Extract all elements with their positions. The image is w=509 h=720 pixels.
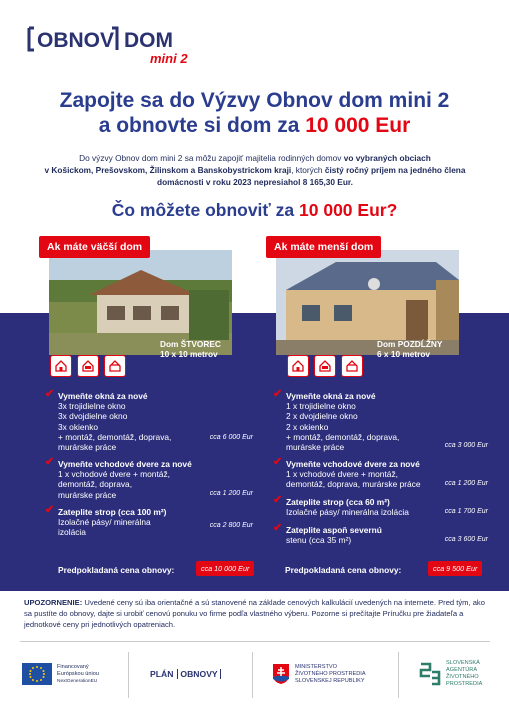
item-title: Vymeňte vchodové dvere za nové [58,459,192,469]
sazp-logo [418,650,498,698]
item-line: + montáž, demontáž, doprava, [286,431,400,442]
headline-line1: Zapojte sa do Výzvy Obnov dom mini 2 [59,89,450,112]
intro-bold-4: domácnosti v roku 2023 nepresiahol 8 165,30 Eur. [157,177,353,187]
ministry-text-line: SLOVENSKEJ REPUBLIKY [295,677,365,684]
item-price: cca 3 600 Eur [444,536,488,543]
disclaimer-text: Uvedené ceny sú iba orientačné a sú stanovené na základe cenových kalkulácií uvedených na internete. Pred tým, ako sa pustíte do obnovy, dajte si urobiť cenovú ponuku vo firme podľa vlastného výberu. Pozorne si prečítajte Príručku pre žiadateľa a jednotkové ceny pri jednotlivých opatreniach. [24,598,485,630]
item-line: stenu (cca 35 m²) [286,535,352,546]
checkmark-icon: ✔ [45,504,55,516]
item-line: Izolačné pásy/ minerálna [58,517,151,528]
ministry-text-line: MINISTERSTVO [295,663,337,670]
footer-separator [128,652,129,698]
subheading [0,200,509,221]
large-house-name: Dom ŠTVOREC [160,339,221,349]
small-house-caption [377,339,442,359]
item-line: 3x dvojdielne okno [58,411,128,422]
large-house-total-value: cca 10 000 Eur [196,561,254,576]
small-house-icons [287,355,363,377]
item-title: Vymeňte vchodové dvere za nové [286,459,420,469]
item-line: izolácia [58,527,86,538]
small-house-name: Dom POZDĹŽNY [377,339,443,349]
eu-flag-icon [22,663,52,685]
large-house-caption [160,339,221,359]
checkmark-icon: ✔ [273,456,283,468]
item-title: Zateplite strop (cca 100 m²) [58,507,167,517]
item-title: Vymeňte okná za nové [58,391,148,401]
house-icon [77,355,99,377]
item-line: 1 x vchodové dvere + montáž, [58,469,170,480]
item-price: cca 1 200 Eur [209,490,253,497]
house-icon [50,355,72,377]
house-icon [314,355,336,377]
eu-text-line: Financovaný [57,663,89,670]
item-line: demontáž, doprava, [58,479,133,490]
headline-line2-text: a obnovte si dom za [98,114,306,137]
plan-obnovy-logo [150,650,240,698]
house-icon [287,355,309,377]
item-line: 3x trojidielne okno [58,401,126,412]
large-house-size: 10 x 10 metrov [160,349,218,359]
sazp-icon [418,661,442,687]
item-line: murárske práce [58,442,117,453]
slovak-coat-of-arms-icon [272,663,290,685]
obnovy-text: OBNOVY [177,669,220,679]
item-price: cca 3 000 Eur [444,442,488,449]
item-title: Zateplite aspoň severnú [286,525,382,535]
item-line: 1 x trojidielne okno [286,401,356,412]
sazp-text-line: SLOVENSKÁ [446,660,480,666]
ministry-logo [272,650,392,698]
eu-text-line: Európskou úniou [57,670,99,677]
eu-text [57,664,99,685]
item-line: 2 x dvojdielne okno [286,411,358,422]
small-house-size: 6 x 10 metrov [377,349,431,359]
large-house-items [45,388,253,551]
disclaimer-label: UPOZORNENIE: [24,598,83,607]
small-house-total-value: cca 9 500 Eur [428,561,482,576]
item-line: murárske práce [58,489,117,500]
disclaimer [24,597,490,631]
subheading-text: Čo môžete obnoviť za [111,200,300,220]
headline [0,88,509,138]
sazp-text-line: AGENTÚRA [446,667,478,673]
item-line: murárske práce [286,442,345,453]
checkmark-icon: ✔ [45,388,55,400]
list-item [45,504,253,545]
checkmark-icon: ✔ [273,388,283,400]
sazp-text-line: ŽIVOTNÉHO [446,674,479,680]
checkmark-icon: ✔ [273,522,283,534]
sazp-text [446,660,482,688]
footer-logos [0,650,509,710]
eu-text-line: NextGenerationEU [57,678,98,684]
item-line: 2 x okienko [286,421,329,432]
checkmark-icon: ✔ [45,456,55,468]
large-house-total-label: Predpokladaná cena obnovy: [58,565,175,575]
item-line: Izolačné pásy/ minerálna izolácia [286,507,409,518]
footer-separator [252,652,253,698]
item-line: + montáž, demontáž, doprava, [58,431,172,442]
large-house-icons [50,355,126,377]
footer-divider [20,641,490,642]
small-house-tag: Ak máte menší dom [266,236,381,258]
house-icon [104,355,126,377]
item-line: demontáž, doprava, murárske práce [286,479,421,490]
list-item [273,388,488,453]
headline-amount: 10 000 Eur [305,114,411,137]
item-title: Zateplite strop (cca 60 m²) [286,497,390,507]
svg-text:mini 2: mini 2 [150,51,188,66]
checkmark-icon: ✔ [273,494,283,506]
obnov-dom-logo [26,22,196,66]
intro-paragraph [40,152,470,188]
intro-text-1: Do výzvy Obnov dom mini 2 sa môžu zapojiť majitelia rodinných domov [79,153,344,163]
svg-text:OBNOV: OBNOV [37,29,115,52]
list-item [273,456,488,491]
footer-separator [398,652,399,698]
item-price: cca 1 700 Eur [444,508,488,515]
svg-text:DOM: DOM [124,29,173,52]
house-icon [341,355,363,377]
item-price: cca 2 800 Eur [209,522,253,529]
list-item [45,388,253,453]
item-price: cca 1 200 Eur [444,480,488,487]
intro-bold-1: vo vybraných obciach [343,153,431,163]
eu-logo [22,650,122,698]
plan-text: PLÁN [150,669,174,679]
list-item [45,456,253,501]
intro-text-2: , ktorých [291,165,325,175]
item-price: cca 6 000 Eur [209,434,253,441]
intro-bold-2: v Košickom, Prešovskom, Žilinskom a Banskobystrickom kraji [44,165,292,175]
subheading-amount: 10 000 Eur? [299,200,398,220]
headline-line2 [0,113,509,138]
intro-bold-3: čistý ročný príjem na jedného člena [324,165,466,175]
sazp-text-line: PROSTREDIA [446,681,483,687]
ministry-text-line: ŽIVOTNÉHO PROSTREDIA [295,670,366,677]
list-item [273,522,488,547]
small-house-total-label: Predpokladaná cena obnovy: [285,565,402,575]
item-line: 3x okienko [58,421,99,432]
list-item [273,494,488,519]
small-house-items [273,388,488,553]
ministry-text [295,664,366,685]
item-line: 1 x vchodové dvere + montáž, [286,469,398,480]
large-house-tag: Ak máte väčší dom [39,236,150,258]
item-title: Vymeňte okná za nové [286,391,376,401]
